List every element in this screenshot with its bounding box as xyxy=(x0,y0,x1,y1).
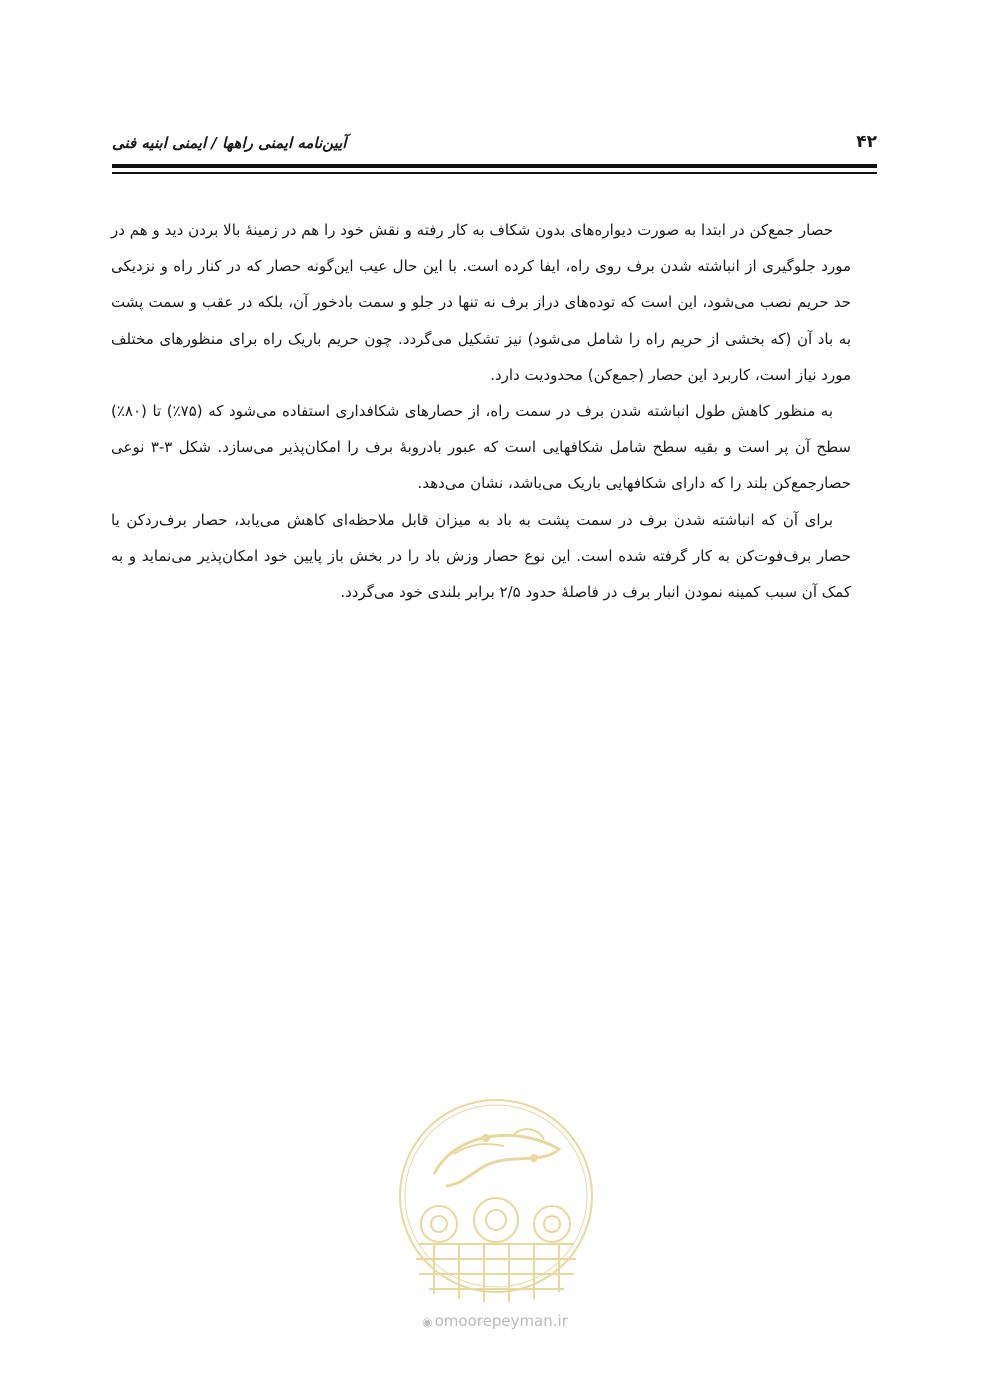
body-text xyxy=(111,212,851,610)
page-number: ۴۲ xyxy=(856,132,877,152)
watermark-url-text: omoorepeyman.ir xyxy=(434,1312,568,1330)
header-rule-thin xyxy=(112,172,877,174)
paragraph-1: حصار جمع‌کن در ابتدا به صورت دیواره‌های بدون شکاف به کار رفته و نقش خود را هم در زمینهٔ بالا بردن دید و هم در مورد جلوگیری از انباشته شدن برف روی راه، ایفا کرده است. با این حال عیب این‌گونه حصار که در کنار راه و نزدیکی حد حریم نصب می‌شود، این است که توده‌های دراز برف نه تنها در جلو و سمت بادخور آن، بلکه در عقب و سمت پشت به باد آن (که بخشی از حریم راه را شامل می‌شود) نیز تشکیل می‌گردد. چون حریم باریک راه برای منظورهای مختلف مورد نیاز است، کاربرد این حصار (جمع‌کن) محدودیت دارد. xyxy=(111,221,851,384)
watermark-logo xyxy=(394,1094,599,1334)
paragraph-2: به منظور کاهش طول انباشته شدن برف در سمت راه، از حصارهای شکافداری استفاده می‌شود که (۷۵٪) تا (۸۰٪) سطح آن پر است و بقیه سطح شامل شکافهایی است که عبور بادروبهٔ برف را امکان‌پذیر می‌سازد. شکل ۳-۳ نوعی حصارجمع‌کن بلند را که دارای شکافهایی باریک می‌باشد، نشان می‌دهد. xyxy=(111,402,851,493)
header-rule-thick xyxy=(112,164,877,168)
header-title: آیین‌نامه ایمنی راهها / ایمنی ابنیه فنی xyxy=(112,134,347,152)
paragraph-3: برای آن که انباشته شدن برف در سمت پشت به باد به میزان قابل ملاحظه‌ای کاهش می‌یابد، حصار برف‌ردکن یا حصار برف‌فوت‌کن به کار گرفته شده است. این نوع حصار وزش باد را در بخش باز پایین خود امکان‌پذیر می‌نماید و به کمک آن سبب کمینه نمودن انبار برف در فاصلهٔ حدود ۲/۵ برابر بلندی خود می‌گردد. xyxy=(111,510,851,602)
watermark-url xyxy=(390,1312,600,1330)
running-header xyxy=(112,126,877,158)
globe-icon: ◉ xyxy=(422,1315,433,1329)
